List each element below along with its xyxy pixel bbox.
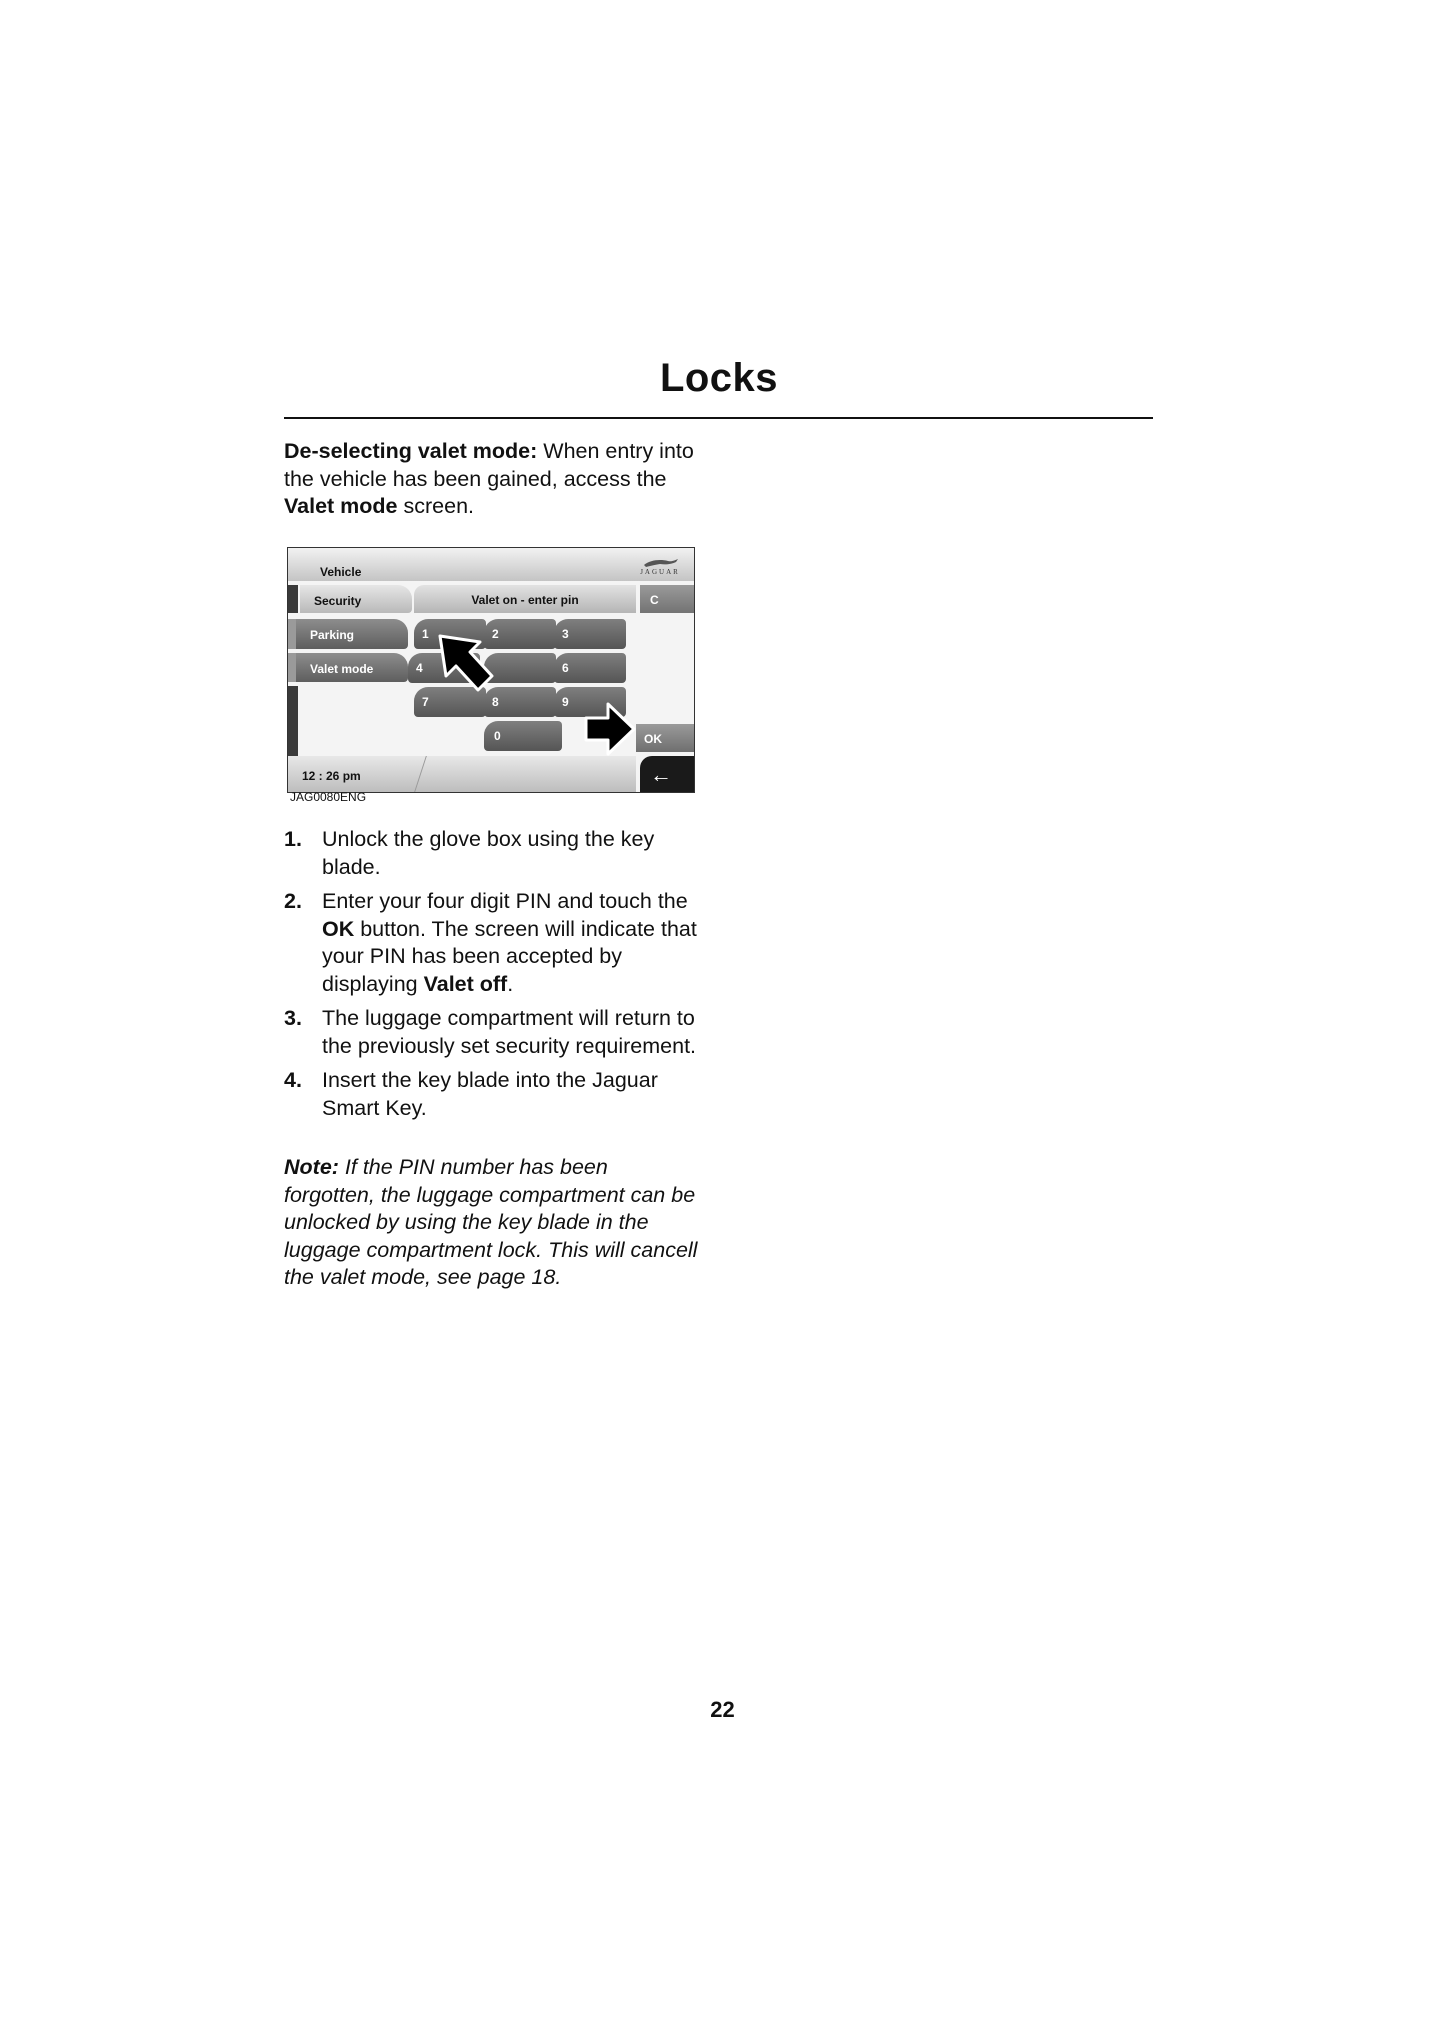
key-6-label: 6	[562, 661, 569, 675]
key-3-label: 3	[562, 627, 569, 641]
menu-strip-bottom	[288, 686, 298, 756]
key-3[interactable]	[554, 619, 626, 649]
key-2-label: 2	[492, 627, 499, 641]
menu-parking-label: Parking	[310, 628, 355, 642]
title-rule	[284, 417, 1153, 419]
screen-clock: 12 : 26 pm	[302, 769, 361, 783]
steps-list	[284, 826, 714, 1129]
step-item	[284, 826, 714, 881]
valet-mode-screen	[287, 547, 695, 793]
ok-key[interactable]	[636, 724, 694, 752]
key-0[interactable]	[484, 721, 562, 751]
intro-valet-mode: Valet mode	[284, 494, 398, 518]
step-bold-valet-off: Valet off	[423, 971, 508, 996]
key-4-label: 4	[416, 661, 423, 675]
screen-header-label: Vehicle	[320, 565, 362, 579]
menu-strip-security	[288, 585, 298, 613]
menu-security-label: Security	[314, 594, 362, 608]
menu-valet-mode[interactable]	[296, 653, 408, 682]
step-number: 4.	[284, 1068, 302, 1092]
screen-footer	[288, 756, 636, 792]
pin-prompt: Valet on - enter pin	[471, 593, 579, 607]
step-number: 1.	[284, 827, 302, 851]
menu-security[interactable]	[300, 585, 412, 613]
step-text: Unlock the glove box using the key blade.	[322, 827, 655, 879]
pointer-arrow-up-left-icon	[436, 632, 496, 694]
step-text: Enter your four digit PIN and touch the	[322, 889, 688, 913]
intro-text-1: When entry into the vehicle has been gained, access the	[284, 439, 694, 491]
pin-prompt-bar	[414, 585, 636, 613]
intro-lead: De-selecting valet mode:	[284, 439, 538, 463]
back-arrow-icon: ←	[650, 762, 672, 787]
step-number: 3.	[284, 1006, 302, 1030]
page-title: Locks	[659, 356, 779, 400]
intro-paragraph	[284, 438, 704, 521]
step-item	[284, 1067, 714, 1122]
key-7-label: 7	[422, 695, 429, 709]
key-0-label: 0	[494, 729, 501, 743]
clear-key[interactable]	[640, 585, 694, 613]
ok-key-label: OK	[644, 732, 662, 746]
key-9-label: 9	[562, 695, 569, 709]
note-label: Note:	[284, 1155, 339, 1179]
menu-parking[interactable]	[296, 619, 408, 649]
step-text: .	[507, 971, 514, 996]
note-text: If the PIN number has been forgotten, the luggage compartment can be unlocked by using the key blade in the luggage compartment lock. This will cancell the valet mode, see page 18.	[284, 1155, 698, 1289]
step-text: button. The screen will indicate that your PIN has been accepted by displaying	[322, 916, 697, 996]
step-text: The luggage compartment will return to the previously set security requirement.	[322, 1006, 697, 1058]
key-8-label: 8	[492, 695, 499, 709]
clear-key-label: C	[650, 593, 659, 607]
step-item	[284, 1005, 714, 1060]
back-key[interactable]	[640, 756, 694, 792]
jaguar-logo	[638, 556, 682, 578]
note-paragraph	[284, 1154, 704, 1292]
menu-valet-mode-label: Valet mode	[310, 662, 374, 676]
key-6[interactable]	[554, 653, 626, 683]
step-bold-ok: OK	[322, 916, 355, 941]
figure-caption: JAG0080ENG	[290, 790, 367, 804]
intro-text-3: screen.	[397, 494, 474, 518]
key-1-label: 1	[422, 627, 429, 641]
step-number: 2.	[284, 889, 302, 913]
page-number: 22	[710, 1697, 735, 1722]
step-item	[284, 888, 714, 998]
jaguar-logo-text: JAGUAR	[640, 568, 680, 576]
screen-header	[288, 548, 694, 581]
step-text: Insert the key blade into the Jaguar Smart Key.	[322, 1068, 658, 1120]
pointer-arrow-right-icon	[584, 702, 636, 756]
